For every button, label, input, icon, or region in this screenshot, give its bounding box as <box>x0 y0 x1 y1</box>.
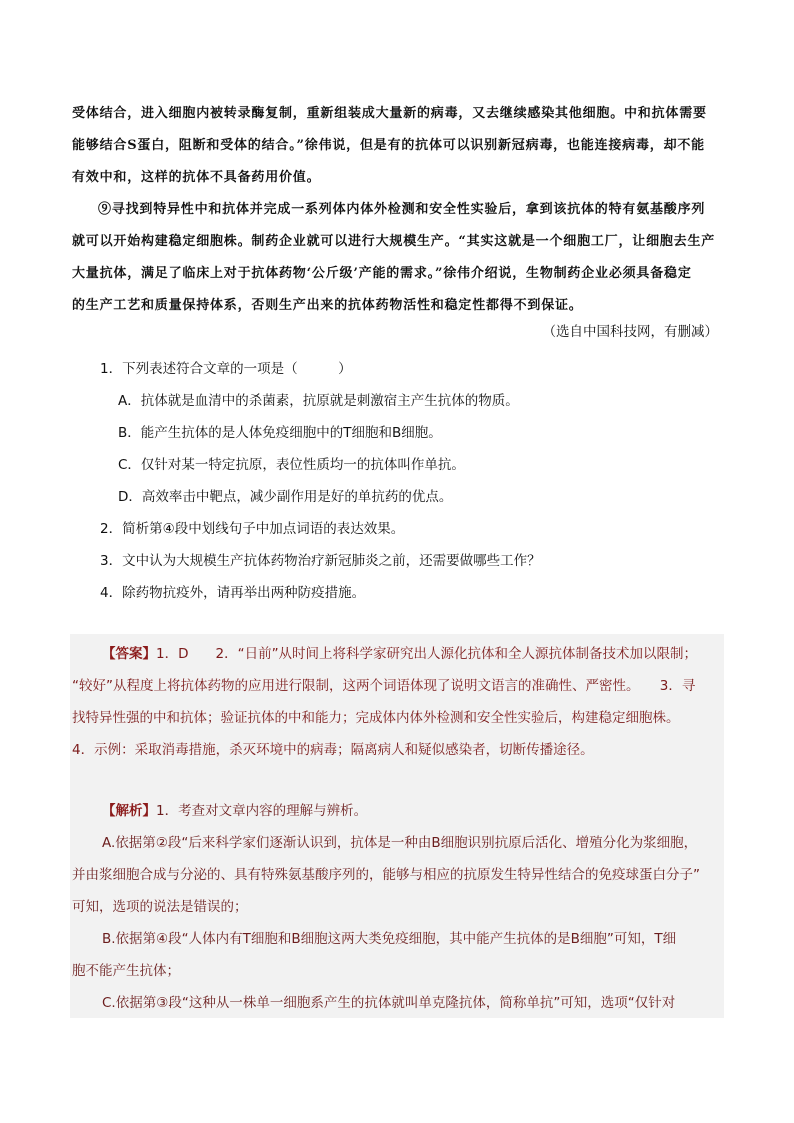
passage-line: ⑨寻找到特异性中和抗体并完成一系列体内体外检测和安全性实验后，拿到该抗体的特有氨基酸序列 <box>98 202 706 217</box>
passage-line: 就可以开始构建稳定细胞株。制药企业就可以进行大规模生产。“其实这就是一个细胞工厂，让细胞去生产 <box>72 234 716 249</box>
option-b: B．能产生抗体的是人体免疫细胞中的T细胞和B细胞。 <box>118 425 442 441</box>
analysis-lead: 1．考查对文章内容的理解与辨析。 <box>156 803 368 819</box>
analysis-line: C.依据第③段“这种从一株单一细胞系产生的抗体就叫单克隆抗体，简称单抗”可知，选项“仅针对 <box>102 995 676 1011</box>
analysis-line: 并由浆细胞合成与分泌的、具有特殊氨基酸序列的，能够与相应的抗原发生特异性结合的免疫球蛋白分子” <box>72 867 700 883</box>
answer-text: 1．D 2．“日前”从时间上将科学家研究出人源化抗体和全人源抗体制备技术加以限制； <box>156 646 698 662</box>
analysis-lead-line <box>72 795 724 827</box>
passage-source: （选自中国科技网，有删减） <box>542 324 718 340</box>
analysis-line: A.依据第②段“后来科学家们逐渐认识到，抗体是一种由B细胞识别抗原后活化、增殖分化为浆细胞， <box>102 835 698 851</box>
answer-line-3: 找特异性强的中和抗体；验证抗体的中和能力；完成体内体外检测和安全性实验后，构建稳定细胞株。 <box>72 710 680 726</box>
answer-line-1 <box>72 638 724 670</box>
answer-line-2: “较好”从程度上将抗体药物的应用进行限制，这两个词语体现了说明文语言的准确性、严密性。 3．寻 <box>72 678 696 694</box>
answer-section <box>72 638 724 766</box>
answer-tag: 【答案】 <box>102 646 156 662</box>
analysis-line: 胞不能产生抗体； <box>72 963 180 979</box>
reading-passage <box>72 98 724 322</box>
question-1: 1．下列表述符合文章的一项是（ ） <box>100 361 352 377</box>
answer-line-4: 4．示例：采取消毒措施，杀灭环境中的病毒；隔离病人和疑似感染者，切断传播途径。 <box>72 742 594 758</box>
option-a: A．抗体就是血清中的杀菌素，抗原就是刺激宿主产生抗体的物质。 <box>118 393 519 409</box>
analysis-section <box>72 795 724 1019</box>
question-2: 2．简析第④段中划线句子中加点词语的表达效果。 <box>100 521 405 537</box>
question-4: 4．除药物抗疫外，请再举出两种防疫措施。 <box>100 585 366 601</box>
analysis-tag: 【解析】 <box>102 803 156 819</box>
passage-line: 的生产工艺和质量保持体系，否则生产出来的抗体药物活性和稳定性都得不到保证。 <box>72 298 583 313</box>
question-list <box>100 353 730 609</box>
analysis-line: B.依据第④段“人体内有T细胞和B细胞这两大类免疫细胞，其中能产生抗体的是B细胞”可知，T细 <box>102 931 677 947</box>
passage-line: 能够结合S蛋白，阻断和受体的结合。”徐伟说，但是有的抗体可以识别新冠病毒，也能连接病毒，却不能 <box>72 138 705 153</box>
passage-line: 有效中和，这样的抗体不具备药用价值。 <box>72 170 321 185</box>
option-d: D．高效率击中靶点，减少副作用是好的单抗药的优点。 <box>118 489 453 505</box>
passage-line: 大量抗体，满足了临床上对于抗体药物‘公斤级’产能的需求。”徐伟介绍说，生物制药企业必须具备稳定 <box>72 266 692 281</box>
question-3: 3．文中认为大规模生产抗体药物治疗新冠肺炎之前，还需要做哪些工作？ <box>100 553 541 569</box>
option-c: C．仅针对某一特定抗原，表位性质均一的抗体叫作单抗。 <box>118 457 465 473</box>
analysis-line: 可知，选项的说法是错误的； <box>72 899 248 915</box>
passage-line: 受体结合，进入细胞内被转录酶复制，重新组装成大量新的病毒，又去继续感染其他细胞。中和抗体需要 <box>72 106 707 121</box>
